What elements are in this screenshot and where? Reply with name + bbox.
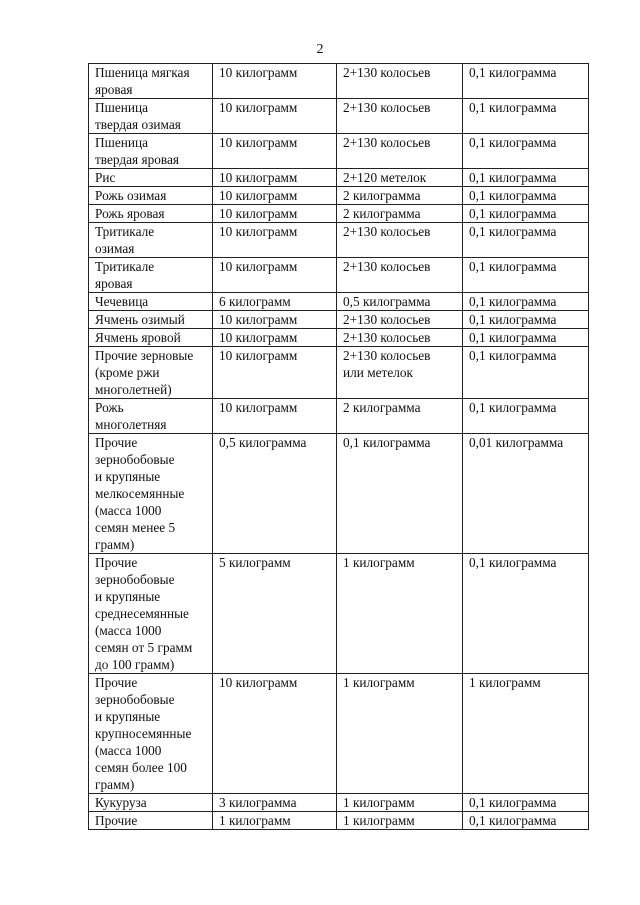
cell-text-line: 1 килограмм — [343, 813, 415, 828]
cell-text-line: Ячмень яровой — [95, 330, 181, 345]
batch-mass-cell — [213, 329, 337, 347]
cell-text-line: 1 килограмм — [469, 675, 541, 690]
cell-text-line: озимая — [95, 241, 135, 256]
cell-text-line: семян более 100 — [95, 760, 187, 775]
cell-text-line: 10 килограмм — [219, 170, 298, 185]
cell-text-line: Прочие — [95, 675, 138, 690]
cell-text-line: 10 килограмм — [219, 224, 298, 239]
cell-text-line: или метелок — [343, 365, 413, 380]
cell-text-line: грамм) — [95, 537, 135, 552]
cell-text-line: 0,5 килограмма — [343, 294, 431, 309]
cell-text-line: 0,1 килограмма — [469, 224, 557, 239]
cell-text-line: и крупяные — [95, 709, 161, 724]
cell-text-line: 3 килограмма — [219, 795, 297, 810]
analysis-mass-cell — [463, 347, 589, 399]
cell-text-line: (масса 1000 — [95, 503, 162, 518]
sample-size-cell — [337, 99, 463, 134]
cell-text-line: 0,1 килограмма — [469, 348, 557, 363]
batch-mass-cell — [213, 99, 337, 134]
analysis-mass-cell — [463, 794, 589, 812]
crop-name-cell — [89, 64, 213, 99]
analysis-mass-cell — [463, 812, 589, 830]
cell-text-line: многолетняя — [95, 417, 167, 432]
batch-mass-cell — [213, 311, 337, 329]
analysis-mass-cell — [463, 258, 589, 293]
crop-name-cell — [89, 187, 213, 205]
cell-text-line: семян менее 5 — [95, 520, 176, 535]
crop-name-cell — [89, 134, 213, 169]
cell-text-line: 10 килограмм — [219, 188, 298, 203]
sample-size-cell — [337, 187, 463, 205]
sample-size-cell — [337, 329, 463, 347]
crop-name-cell — [89, 223, 213, 258]
cell-text-line: 0,1 килограмма — [469, 170, 557, 185]
cell-text-line: Тритикале — [95, 259, 155, 274]
sample-size-cell — [337, 223, 463, 258]
cell-text-line: 2 килограмма — [343, 188, 421, 203]
analysis-mass-cell — [463, 169, 589, 187]
cell-text-line: твердая яровая — [95, 152, 180, 167]
cell-text-line: (масса 1000 — [95, 743, 162, 758]
cell-text-line: 10 килограмм — [219, 348, 298, 363]
cell-text-line: 6 килограмм — [219, 294, 291, 309]
table-row — [89, 311, 589, 329]
batch-mass-cell — [213, 293, 337, 311]
sample-size-cell — [337, 293, 463, 311]
crop-name-cell — [89, 554, 213, 674]
cell-text-line: 2+120 метелок — [343, 170, 427, 185]
cell-text-line: яровая — [95, 276, 133, 291]
cell-text-line: 0,1 килограмма — [469, 795, 557, 810]
crop-name-cell — [89, 205, 213, 223]
cell-text-line: 10 килограмм — [219, 206, 298, 221]
analysis-mass-cell — [463, 223, 589, 258]
cell-text-line: Чечевица — [95, 294, 149, 309]
cell-text-line: грамм) — [95, 777, 135, 792]
cell-text-line: зернобобовые — [95, 572, 175, 587]
cell-text-line: Прочие — [95, 813, 138, 828]
cell-text-line: и крупяные — [95, 589, 161, 604]
cell-text-line: Рожь — [95, 400, 124, 415]
cell-text-line: 10 килограмм — [219, 400, 298, 415]
table-row — [89, 812, 589, 830]
crop-name-cell — [89, 99, 213, 134]
batch-mass-cell — [213, 187, 337, 205]
crop-name-cell — [89, 258, 213, 293]
crop-name-cell — [89, 812, 213, 830]
cell-text-line: Прочие — [95, 435, 138, 450]
cell-text-line: Рожь яровая — [95, 206, 165, 221]
crop-name-cell — [89, 674, 213, 794]
table-row — [89, 674, 589, 794]
cell-text-line: 2 килограмма — [343, 206, 421, 221]
analysis-mass-cell — [463, 134, 589, 169]
batch-mass-cell — [213, 134, 337, 169]
table-row — [89, 293, 589, 311]
batch-mass-cell — [213, 258, 337, 293]
cell-text-line: Пшеница — [95, 135, 148, 150]
table-row — [89, 205, 589, 223]
table-row — [89, 434, 589, 554]
batch-mass-cell — [213, 64, 337, 99]
analysis-mass-cell — [463, 399, 589, 434]
cell-text-line: Прочие — [95, 555, 138, 570]
cell-text-line: зернобобовые — [95, 692, 175, 707]
cell-text-line: 2+130 колосьев — [343, 135, 431, 150]
crop-name-cell — [89, 399, 213, 434]
cell-text-line: 0,1 килограмма — [469, 100, 557, 115]
analysis-mass-cell — [463, 205, 589, 223]
cell-text-line: зернобобовые — [95, 452, 175, 467]
batch-mass-cell — [213, 399, 337, 434]
cell-text-line: яровая — [95, 82, 133, 97]
analysis-mass-cell — [463, 674, 589, 794]
cell-text-line: 0,1 килограмма — [469, 206, 557, 221]
cell-text-line: 10 килограмм — [219, 65, 298, 80]
cell-text-line: 1 килограмм — [219, 813, 291, 828]
cell-text-line: Пшеница — [95, 100, 148, 115]
cell-text-line: 1 килограмм — [343, 795, 415, 810]
table-row — [89, 64, 589, 99]
table-row — [89, 347, 589, 399]
cell-text-line: 10 килограмм — [219, 330, 298, 345]
cell-text-line: 10 килограмм — [219, 675, 298, 690]
cell-text-line: крупносемянные — [95, 726, 192, 741]
sample-size-cell — [337, 554, 463, 674]
batch-mass-cell — [213, 347, 337, 399]
cell-text-line: 2+130 колосьев — [343, 100, 431, 115]
cell-text-line: 2+130 колосьев — [343, 312, 431, 327]
analysis-mass-cell — [463, 554, 589, 674]
table-row — [89, 554, 589, 674]
batch-mass-cell — [213, 812, 337, 830]
analysis-mass-cell — [463, 293, 589, 311]
cell-text-line: 0,1 килограмма — [343, 435, 431, 450]
cell-text-line: 0,1 килограмма — [469, 813, 557, 828]
cell-text-line: 2 килограмма — [343, 400, 421, 415]
sample-size-cell — [337, 347, 463, 399]
cell-text-line: 10 килограмм — [219, 259, 298, 274]
cell-text-line: 10 килограмм — [219, 135, 298, 150]
crop-name-cell — [89, 794, 213, 812]
table-body — [89, 64, 589, 830]
table-row — [89, 169, 589, 187]
cell-text-line: 1 килограмм — [343, 675, 415, 690]
cell-text-line: 0,1 килограмма — [469, 188, 557, 203]
cell-text-line: 1 килограмм — [343, 555, 415, 570]
cell-text-line: 2+130 колосьев — [343, 330, 431, 345]
sample-size-cell — [337, 258, 463, 293]
cell-text-line: 2+130 колосьев — [343, 65, 431, 80]
batch-mass-cell — [213, 169, 337, 187]
cell-text-line: 10 килограмм — [219, 312, 298, 327]
cell-text-line: 0,5 килограмма — [219, 435, 307, 450]
cell-text-line: 2+130 колосьев — [343, 224, 431, 239]
batch-mass-cell — [213, 554, 337, 674]
crop-name-cell — [89, 347, 213, 399]
analysis-mass-cell — [463, 187, 589, 205]
sample-size-cell — [337, 311, 463, 329]
cell-text-line: мелкосемянные — [95, 486, 185, 501]
table-row — [89, 329, 589, 347]
crop-name-cell — [89, 293, 213, 311]
cell-text-line: твердая озимая — [95, 117, 181, 132]
cell-text-line: 0,01 килограмма — [469, 435, 564, 450]
cell-text-line: 2+130 колосьев — [343, 348, 431, 363]
cell-text-line: 10 килограмм — [219, 100, 298, 115]
cell-text-line: 0,1 килограмма — [469, 135, 557, 150]
sample-size-cell — [337, 399, 463, 434]
analysis-mass-cell — [463, 311, 589, 329]
cell-text-line: 0,1 килограмма — [469, 259, 557, 274]
cell-text-line: 0,1 килограмма — [469, 65, 557, 80]
cell-text-line: Ячмень озимый — [95, 312, 185, 327]
cell-text-line: Прочие зерновые — [95, 348, 194, 363]
seed-sample-table — [88, 63, 589, 830]
cell-text-line: 0,1 килограмма — [469, 312, 557, 327]
cell-text-line: 0,1 килограмма — [469, 400, 557, 415]
cell-text-line: Пшеница мягкая — [95, 65, 190, 80]
batch-mass-cell — [213, 794, 337, 812]
crop-name-cell — [89, 434, 213, 554]
sample-size-cell — [337, 812, 463, 830]
crop-name-cell — [89, 311, 213, 329]
cell-text-line: (кроме ржи — [95, 365, 160, 380]
cell-text-line: Кукуруза — [95, 795, 147, 810]
cell-text-line: семян от 5 грамм — [95, 640, 193, 655]
sample-size-cell — [337, 64, 463, 99]
table-row — [89, 258, 589, 293]
sample-size-cell — [337, 169, 463, 187]
cell-text-line: и крупяные — [95, 469, 161, 484]
cell-text-line: до 100 грамм) — [95, 657, 175, 672]
table-row — [89, 187, 589, 205]
crop-name-cell — [89, 169, 213, 187]
sample-size-cell — [337, 134, 463, 169]
crop-name-cell — [89, 329, 213, 347]
cell-text-line: Рис — [95, 170, 116, 185]
table-row — [89, 223, 589, 258]
table-row — [89, 99, 589, 134]
batch-mass-cell — [213, 434, 337, 554]
cell-text-line: Тритикале — [95, 224, 155, 239]
table-row — [89, 134, 589, 169]
page-number: 2 — [316, 42, 324, 57]
sample-size-cell — [337, 434, 463, 554]
cell-text-line: многолетней) — [95, 382, 172, 397]
batch-mass-cell — [213, 205, 337, 223]
cell-text-line: (масса 1000 — [95, 623, 162, 638]
batch-mass-cell — [213, 223, 337, 258]
sample-size-cell — [337, 794, 463, 812]
analysis-mass-cell — [463, 99, 589, 134]
cell-text-line: 0,1 килограмма — [469, 330, 557, 345]
cell-text-line: 5 килограмм — [219, 555, 291, 570]
analysis-mass-cell — [463, 64, 589, 99]
batch-mass-cell — [213, 674, 337, 794]
cell-text-line: среднесемянные — [95, 606, 189, 621]
cell-text-line: 0,1 килограмма — [469, 555, 557, 570]
table-row — [89, 794, 589, 812]
analysis-mass-cell — [463, 329, 589, 347]
cell-text-line: Рожь озимая — [95, 188, 167, 203]
sample-size-cell — [337, 674, 463, 794]
cell-text-line: 0,1 килограмма — [469, 294, 557, 309]
cell-text-line: 2+130 колосьев — [343, 259, 431, 274]
analysis-mass-cell — [463, 434, 589, 554]
table-row — [89, 399, 589, 434]
sample-size-cell — [337, 205, 463, 223]
